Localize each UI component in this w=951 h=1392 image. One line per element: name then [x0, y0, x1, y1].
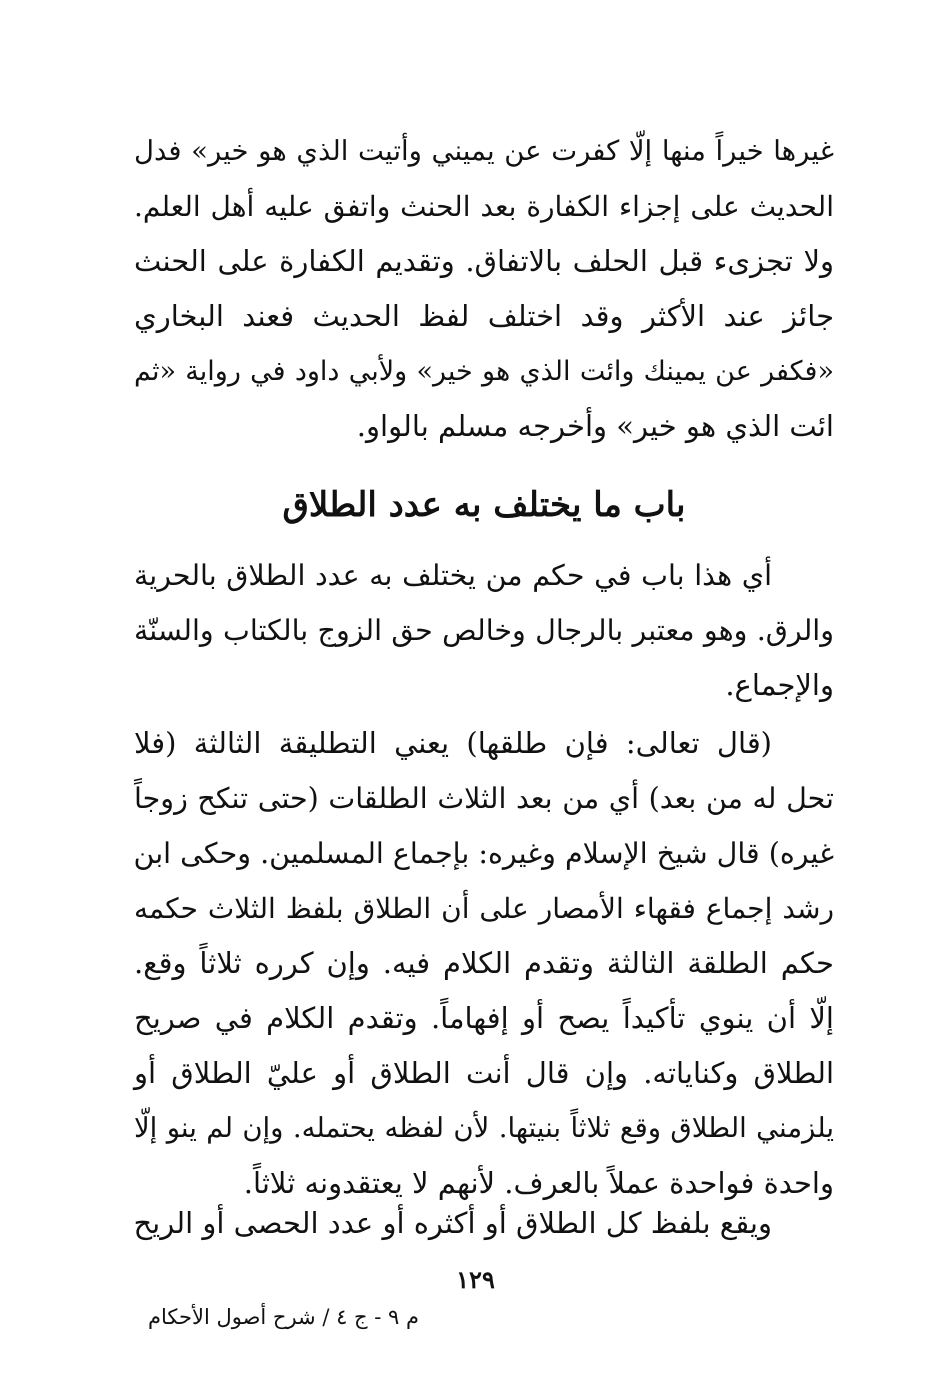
- paragraph-hadith-expiation: [134, 124, 834, 454]
- text-line: الحديث على إجزاء الكفارة بعد الحنث واتفق عليه أهل العلم.: [134, 190, 834, 223]
- page-number: ١٢٩: [456, 1265, 495, 1294]
- text-line: ائت الذي هو خير» وأخرجه مسلم بالواو.: [356, 409, 834, 443]
- text-line: حكم الطلقة الثالثة وتقدم الكلام فيه. وإن كرره ثلاثاً وقع.: [134, 946, 834, 980]
- paragraph-chapter-intro: [134, 548, 834, 713]
- text-line: أي هذا باب في حكم من يختلف به عدد الطلاق بالحرية: [134, 559, 772, 592]
- text-line: يلزمني الطلاق وقع ثلاثاً بنيتها. لأن لفظه يحتمله. وإن لم ينو إلّا: [134, 1112, 834, 1144]
- text-line: الطلاق وكناياته. وإن قال أنت الطلاق أو عليّ الطلاق أو: [134, 1056, 834, 1090]
- paragraph-divorce-wording: [134, 1196, 834, 1251]
- text-line: والرق. وهو معتبر بالرجال وخالص حق الزوج بالكتاب والسنّة: [134, 614, 834, 647]
- text-line: ولا تجزىء قبل الحلف بالاتفاق. وتقديم الكفارة على الحنث: [134, 244, 834, 278]
- text-line: واحدة فواحدة عملاً بالعرف. لأنهم لا يعتقدونه ثلاثاً.: [243, 1166, 834, 1200]
- text-line: غيرها خيراً منها إلّا كفرت عن يميني وأتيت الذي هو خير» فدل: [134, 135, 834, 167]
- footer-signature: م ٩ - ج ٤ / شرح أصول الأحكام: [148, 1305, 420, 1329]
- paragraph-triple-divorce: [134, 716, 834, 1211]
- text-line: ويقع بلفظ كل الطلاق أو أكثره أو عدد الحصى أو الريح: [133, 1206, 772, 1240]
- text-line: غيره) قال شيخ الإسلام وغيره: بإجماع المسلمين. وحكى ابن: [133, 837, 834, 870]
- text-line: والإجماع.: [725, 668, 834, 702]
- text-line: جائز عند الأكثر وقد اختلف لفظ الحديث فعند البخاري: [134, 299, 834, 333]
- text-line: إلّا أن ينوي تأكيداً يصح أو إفهاماً. وتقدم الكلام في صريح: [134, 1001, 834, 1035]
- text-line: «فكفر عن يمينك وائت الذي هو خير» ولأبي داود في رواية «ثم: [134, 356, 834, 387]
- text-line: رشد إجماع فقهاء الأمصار على أن الطلاق بلفظ الثلاث حكمه: [134, 892, 834, 925]
- text-line: (قال تعالى: فإن طلقها) يعني التطليقة الثالثة (فلا: [134, 726, 772, 760]
- chapter-heading: باب ما يختلف به عدد الطلاق: [282, 485, 686, 525]
- text-line: تحل له من بعد) أي من بعد الثلاث الطلقات (حتى تنكح زوجاً: [134, 782, 834, 815]
